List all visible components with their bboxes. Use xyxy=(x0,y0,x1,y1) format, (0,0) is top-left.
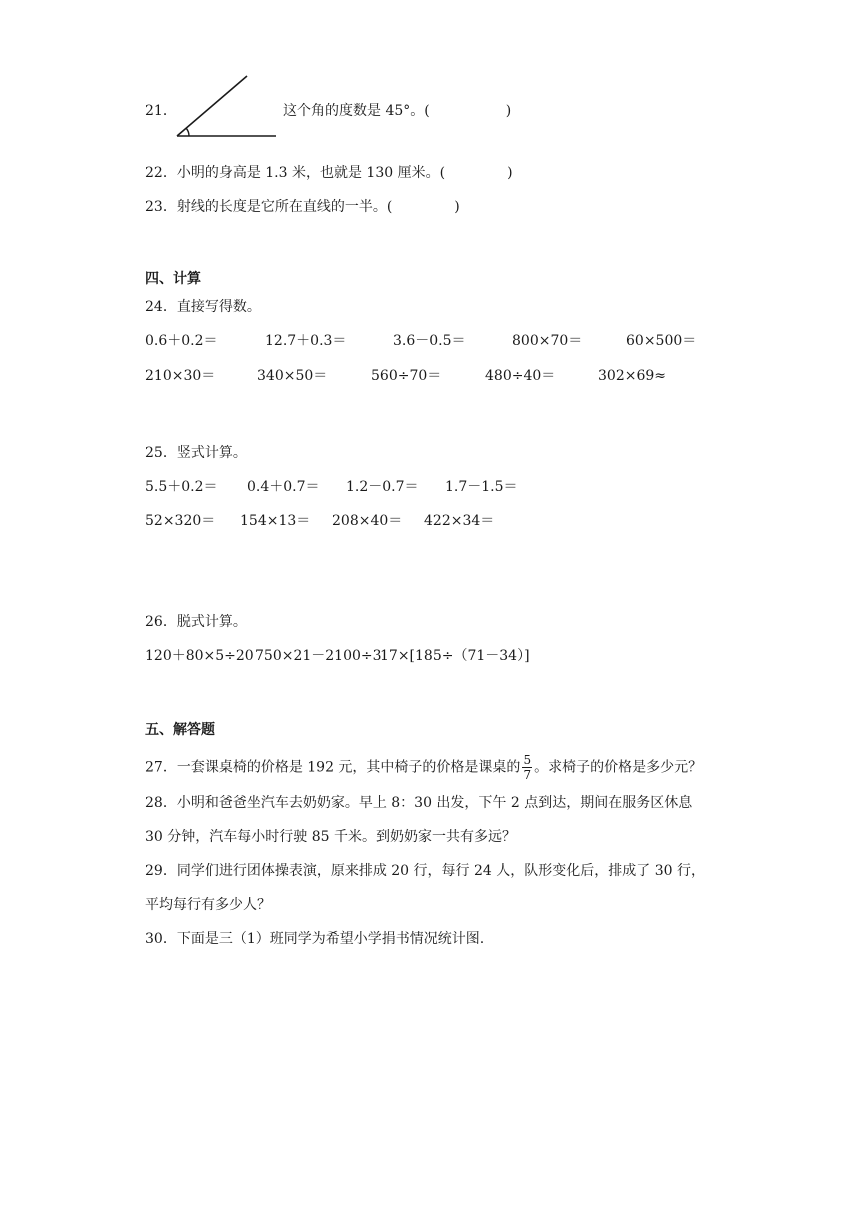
q23-statement: 23．射线的长度是它所在直线的一半。( xyxy=(145,199,393,215)
q21-close-paren: ) xyxy=(505,103,512,119)
angle-figure xyxy=(172,74,282,144)
q25-item: 154×13＝ xyxy=(240,513,311,529)
q25-item: 52×320＝ xyxy=(145,513,216,529)
q21-statement: 这个角的度数是 45°。( xyxy=(283,103,430,119)
q24-item: 60×500＝ xyxy=(626,333,697,349)
q24-item: 0.6＋0.2＝ xyxy=(145,333,218,349)
q24-title: 24．直接写得数。 xyxy=(145,299,261,315)
q29-line1: 29．同学们进行团体操表演，原来排成 20 行，每行 24 人，队形变化后，排成了 30 行， xyxy=(145,863,705,879)
q26-item: 120＋80×5÷20 xyxy=(145,648,254,664)
q26-item: 17×[185÷（71－34）] xyxy=(380,648,530,664)
q24-item: 800×70＝ xyxy=(512,333,583,349)
q29-line2: 平均每行有多少人？ xyxy=(145,897,271,913)
q26-item: 750×21－2100÷3 xyxy=(255,648,382,664)
q24-item: 210×30＝ xyxy=(145,368,216,384)
q24-item: 340×50＝ xyxy=(257,368,328,384)
q28-line1: 28．小明和爸爸坐汽车去奶奶家。早上 8：30 出发，下午 2 点到达，期间在服务区休息 xyxy=(145,795,693,811)
q21-text xyxy=(283,101,511,121)
q25-item: 422×34＝ xyxy=(424,513,495,529)
q25-item: 5.5＋0.2＝ xyxy=(145,479,218,495)
q25-item: 208×40＝ xyxy=(332,513,403,529)
q24-item: 560÷70＝ xyxy=(371,368,442,384)
q25-title: 25．竖式计算。 xyxy=(145,445,247,461)
q24-item: 302×69≈ xyxy=(598,368,666,384)
q23 xyxy=(145,197,460,217)
q22 xyxy=(145,163,513,183)
q24-item: 12.7＋0.3＝ xyxy=(265,333,347,349)
q22-close-paren: ) xyxy=(507,165,513,181)
q25-item: 0.4＋0.7＝ xyxy=(247,479,320,495)
q23-close-paren: ) xyxy=(454,199,460,215)
q28-line2: 30 分钟，汽车每小时行驶 85 千米。到奶奶家一共有多远？ xyxy=(145,829,516,845)
q27-text-after: 。求椅子的价格是多少元？ xyxy=(534,759,703,776)
q25-item: 1.2－0.7＝ xyxy=(346,479,419,495)
fraction-numerator: 5 xyxy=(523,753,532,767)
q24-item: 3.6－0.5＝ xyxy=(393,333,466,349)
fraction xyxy=(522,753,532,782)
q24-item: 480÷40＝ xyxy=(485,368,556,384)
q27-text-before: 27．一套课桌椅的价格是 192 元，其中椅子的价格是课桌的 xyxy=(145,759,521,776)
q21-number: 21． xyxy=(145,103,177,119)
q26-title: 26．脱式计算。 xyxy=(145,614,247,630)
q27 xyxy=(145,753,702,782)
section4-heading: 四、计算 xyxy=(145,271,201,287)
q25-item: 1.7－1.5＝ xyxy=(445,479,518,495)
section5-heading: 五、解答题 xyxy=(145,722,215,738)
q30: 30．下面是三（1）班同学为希望小学捐书情况统计图. xyxy=(145,931,485,947)
q22-statement: 22．小明的身高是 1.3 米，也就是 130 厘米。( xyxy=(145,165,446,181)
fraction-denominator: 7 xyxy=(523,768,532,782)
